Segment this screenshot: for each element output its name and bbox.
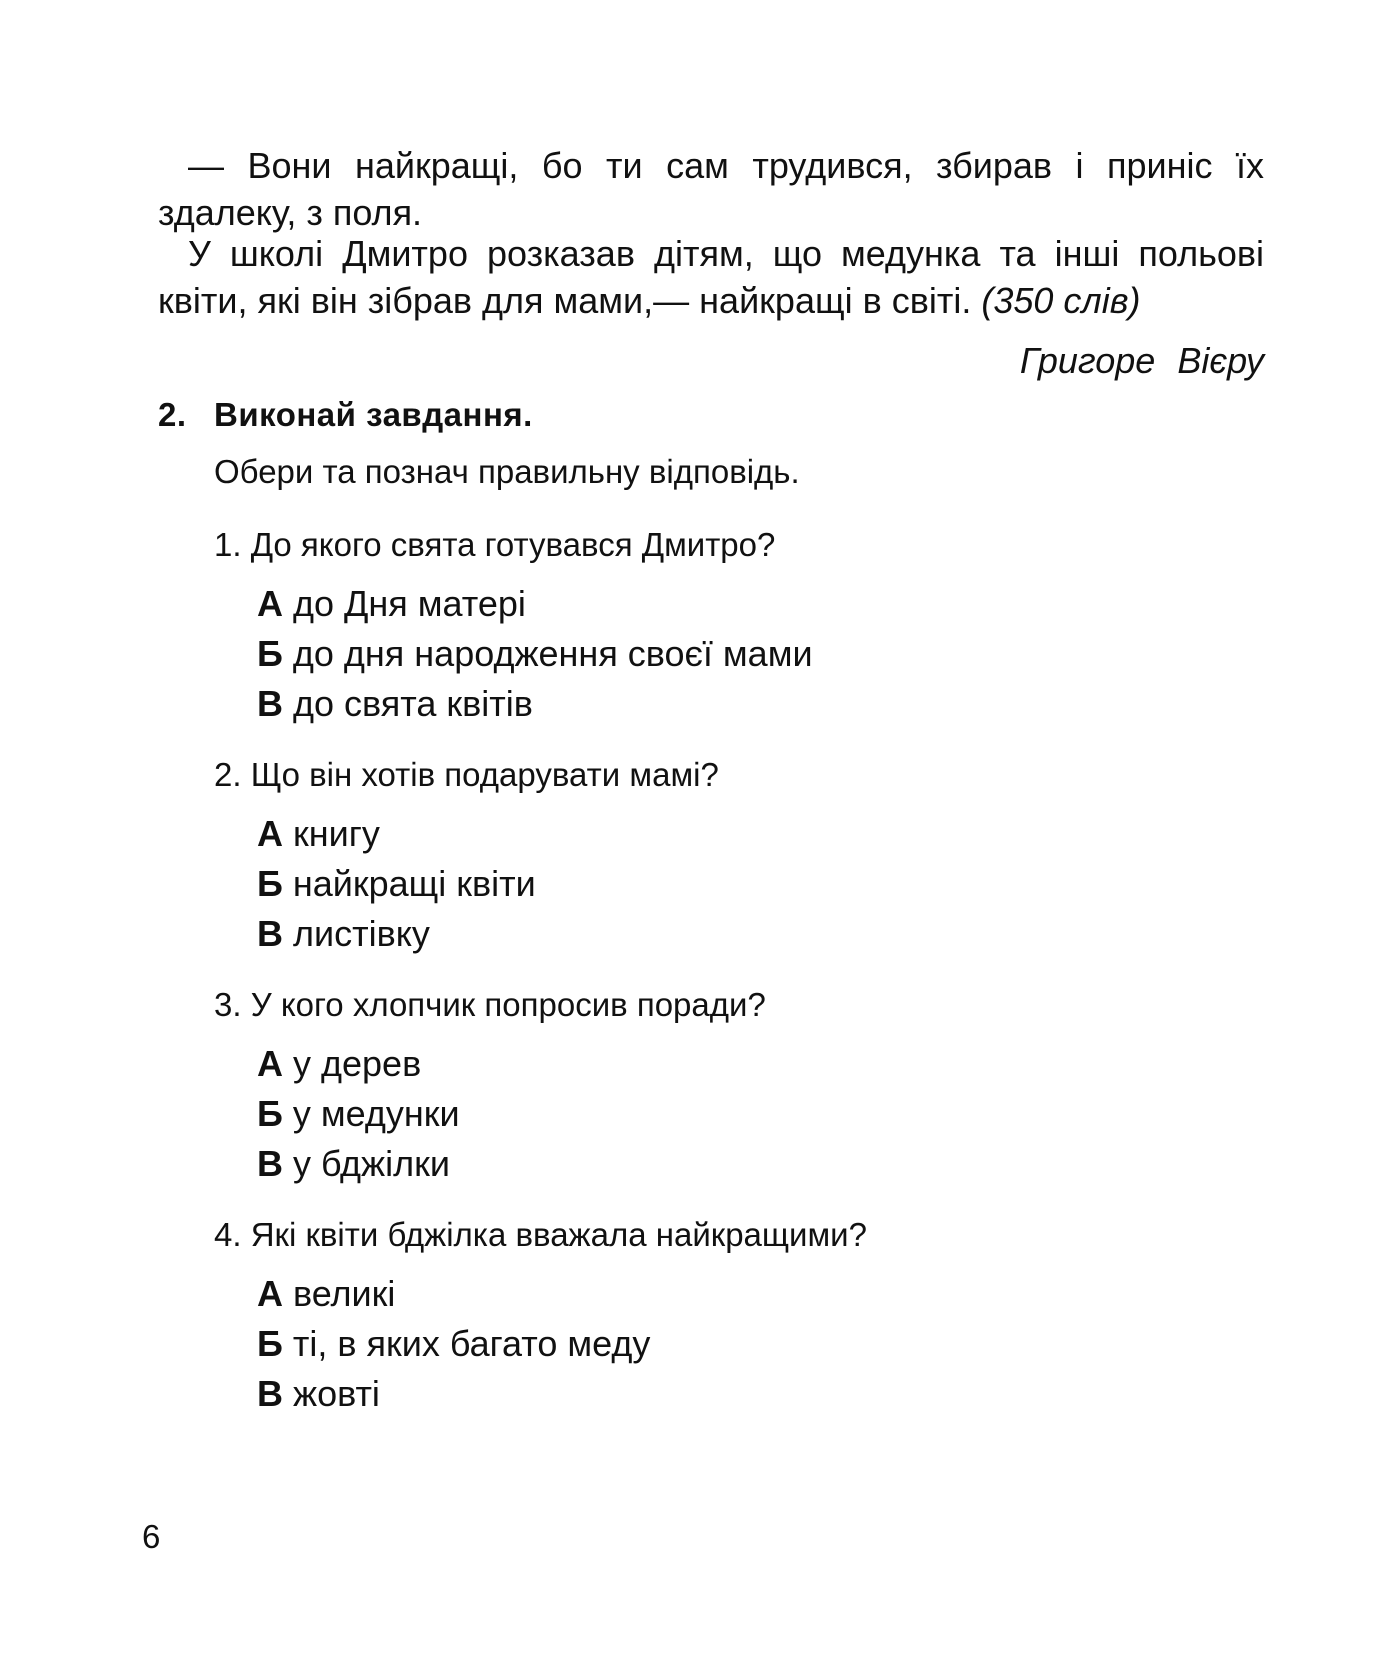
- author-name: Григоре Вієру: [1019, 340, 1264, 381]
- question-2: 2. Що він хотів подарувати мамі?: [214, 756, 719, 793]
- option-text: до свята квітів: [293, 683, 533, 724]
- option-1-a[interactable]: [257, 583, 526, 625]
- option-text: жовті: [293, 1373, 380, 1414]
- story-paragraph-2-text: У школі Дмитро розказав дітям, що медунка та інші польові квіти, які він зібрав для мами,— найкращі в світі.: [158, 233, 1264, 321]
- story-paragraph-2: [158, 230, 1264, 324]
- option-3-a[interactable]: [257, 1043, 421, 1085]
- option-letter: Б: [257, 1323, 283, 1364]
- option-text: у бджілки: [293, 1143, 450, 1184]
- option-letter: Б: [257, 633, 283, 674]
- option-letter: А: [257, 1273, 283, 1314]
- task-instruction: Обери та познач правильну відповідь.: [214, 453, 800, 490]
- option-text: до Дня матері: [293, 583, 526, 624]
- option-4-b[interactable]: [257, 1323, 650, 1365]
- option-letter: А: [257, 1043, 283, 1084]
- story-paragraph-1-text: — Вони найкращі, бо ти сам трудився, збирав і приніс їх здалеку, з поля.: [158, 145, 1264, 233]
- option-4-c[interactable]: [257, 1373, 380, 1415]
- option-text: найкращі квіти: [292, 863, 536, 904]
- option-letter: А: [257, 813, 283, 854]
- option-text: книгу: [293, 813, 380, 854]
- option-letter: Б: [257, 1093, 283, 1134]
- question-4: 4. Які квіти бджілка вважала найкращими?: [214, 1216, 867, 1253]
- option-2-a[interactable]: [257, 813, 380, 855]
- question-3: 3. У кого хлопчик попросив поради?: [214, 986, 766, 1023]
- option-letter: Б: [257, 863, 283, 904]
- option-text: листівку: [293, 913, 430, 954]
- option-1-c[interactable]: [257, 683, 533, 725]
- story-paragraph-1: [158, 142, 1264, 236]
- option-letter: А: [257, 583, 283, 624]
- option-4-a[interactable]: [257, 1273, 395, 1315]
- option-2-b[interactable]: [257, 863, 536, 905]
- option-text: великі: [293, 1273, 396, 1314]
- option-text: ті, в яких багато меду: [292, 1323, 651, 1364]
- question-1: 1. До якого свята готувався Дмитро?: [214, 526, 776, 563]
- option-3-b[interactable]: [257, 1093, 460, 1135]
- option-1-b[interactable]: [257, 633, 813, 675]
- option-letter: В: [257, 913, 283, 954]
- option-letter: В: [257, 1143, 283, 1184]
- option-3-c[interactable]: [257, 1143, 450, 1185]
- word-count: (350 слів): [981, 280, 1141, 321]
- option-text: у медунки: [292, 1093, 460, 1134]
- task-number: 2.: [158, 396, 187, 433]
- page-number: 6: [142, 1518, 161, 1555]
- task-title: Виконай завдання.: [214, 396, 533, 433]
- option-text: у дерев: [293, 1043, 422, 1084]
- option-letter: В: [257, 1373, 283, 1414]
- option-letter: В: [257, 683, 283, 724]
- option-2-c[interactable]: [257, 913, 430, 955]
- task-heading: [158, 396, 533, 434]
- option-text: до дня народження своєї мами: [292, 633, 813, 674]
